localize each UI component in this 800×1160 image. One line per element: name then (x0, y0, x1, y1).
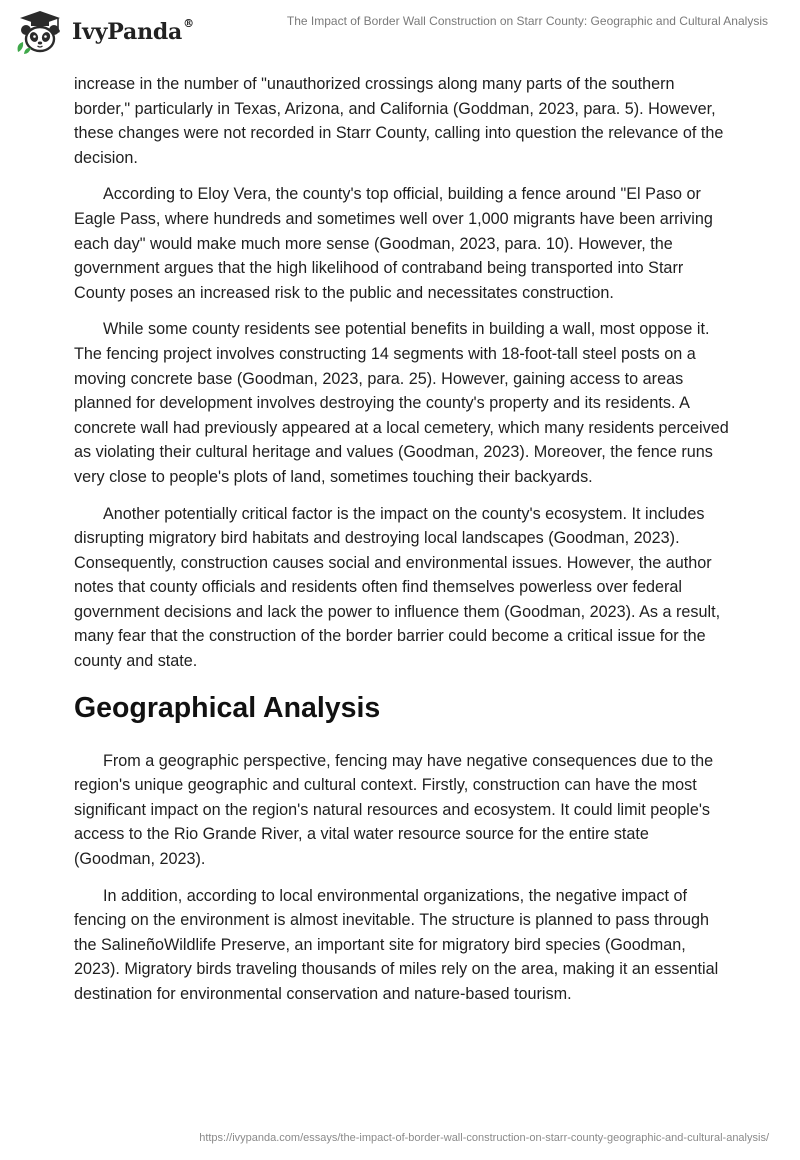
paragraph: From a geographic perspective, fencing may have negative consequences due to the region's unique geographic and cultural context. Firstly, construction can have the most significant impact on the region's natural resources and ecosystem. It could limit people's access to the Rio Grande River, a vital water resource source for the entire state (Goodman, 2023). (74, 751, 714, 869)
page-header (0, 0, 800, 60)
paragraph: While some county residents see potential benefits in building a wall, most oppose it. The fencing project involves constructing 14 segments with 18-foot-tall steel posts on a moving concrete base (Goodman, 2023, para. 25). However, gaining access to areas planned for development involves destroying the county's property and its residents. A concrete wall had previously appeared at a local cemetery, which many residents perceived as violating their cultural heritage and values (Goodman, 2023). Moreover, the fence runs very close to people's plots of land, sometimes touching their backyards. (74, 320, 729, 486)
section-heading: Geographical Analysis (74, 691, 381, 724)
brand-name: IvyPanda® (72, 17, 194, 45)
paragraph: Another potentially critical factor is the impact on the county's ecosystem. It includes disrupting migratory bird habitats and destroying local landscapes (Goodman, 2023). Consequently, construction causes social and environmental issues. However, the author notes that county officials and residents often find themselves powerless over federal government decisions and lack the power to influence them (Goodman, 2023). As a result, many fear that the construction of the border barrier could become a critical issue for the county and state. (74, 504, 721, 671)
source-url-link[interactable]: https://ivypanda.com/essays/the-impact-of-border-wall-construction-on-starr-county-geographic-and-cultural-analysis/ (199, 1132, 769, 1144)
panda-graduate-icon (14, 8, 66, 56)
document-title: The Impact of Border Wall Construction on Starr County: Geographic and Cultural Analysis (286, 14, 768, 28)
paragraph: In addition, according to local environmental organizations, the negative impact of fencing on the environment is almost inevitable. The structure is planned to pass through the SalineñoWildlife Preserve, an important site for migratory bird species (Goodman, 2023). Migratory birds traveling thousands of miles rely on the area, making it an essential destination for environmental conservation and nature-based tourism. (74, 886, 719, 1003)
paragraph: According to Eloy Vera, the county's top official, building a fence around "El Paso or Eagle Pass, where hundreds and sometimes well over 1,000 migrants have been arriving each day" would make much more sense (Goodman, 2023, para. 10). However, the government argues that the high likelihood of contraband being transported into Starr County poses an increased risk to the public and necessitates construction. (74, 185, 713, 302)
paragraph: increase in the number of "unauthorized crossings along many parts of the southern border," particularly in Texas, Arizona, and California (Goddman, 2023, para. 5). However, these changes were not recorded in Starr County, calling into question the relevance of the decision. (74, 75, 724, 167)
essay-body (74, 72, 734, 1019)
ivypanda-logo[interactable] (14, 8, 194, 56)
